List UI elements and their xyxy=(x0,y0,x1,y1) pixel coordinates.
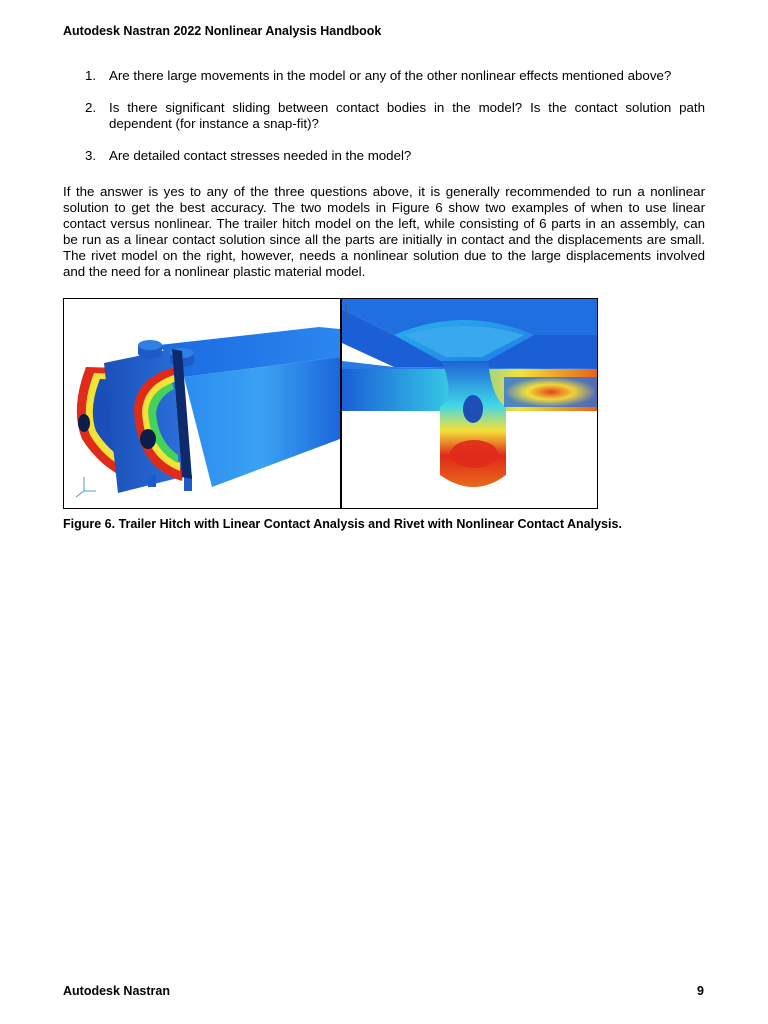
page-number: 9 xyxy=(697,984,704,998)
list-text: Are detailed contact stresses needed in the model? xyxy=(109,148,412,163)
figure-6 xyxy=(63,298,598,509)
list-item xyxy=(63,148,705,164)
list-number: 2. xyxy=(85,100,97,115)
body-paragraph: If the answer is yes to any of the three questions above, it is generally recommended to run a nonlinear solution to get the best accuracy. The two models in Figure 6 show two examples of when to use linear contact versus nonlinear. The trailer hitch model on the left, while consisting of 6 parts in an assembly, can be run as a linear contact solution since all the parts are initially in contact and the displacements are small. The rivet model on the right, however, needs a nonlinear solution due to the large displacements involved and the need for a nonlinear plastic material model. xyxy=(63,184,705,279)
list-text: Is there significant sliding between contact bodies in the model? Is the contact solution path dependent (for instance a snap-fit)? xyxy=(109,100,705,131)
figure-image xyxy=(64,299,597,508)
footer-title: Autodesk Nastran xyxy=(63,984,170,998)
list-number: 3. xyxy=(85,148,97,163)
figure-caption: Figure 6. Trailer Hitch with Linear Contact Analysis and Rivet with Nonlinear Contact Analysis. xyxy=(63,517,622,531)
rivet-model xyxy=(342,299,597,508)
question-list xyxy=(63,68,705,180)
list-item xyxy=(63,68,705,84)
trailer-hitch-model xyxy=(64,299,340,508)
list-item xyxy=(63,100,705,132)
list-number: 1. xyxy=(85,68,97,83)
page-header: Autodesk Nastran 2022 Nonlinear Analysis Handbook xyxy=(63,24,382,38)
list-text: Are there large movements in the model or any of the other nonlinear effects mentioned above? xyxy=(109,68,672,83)
